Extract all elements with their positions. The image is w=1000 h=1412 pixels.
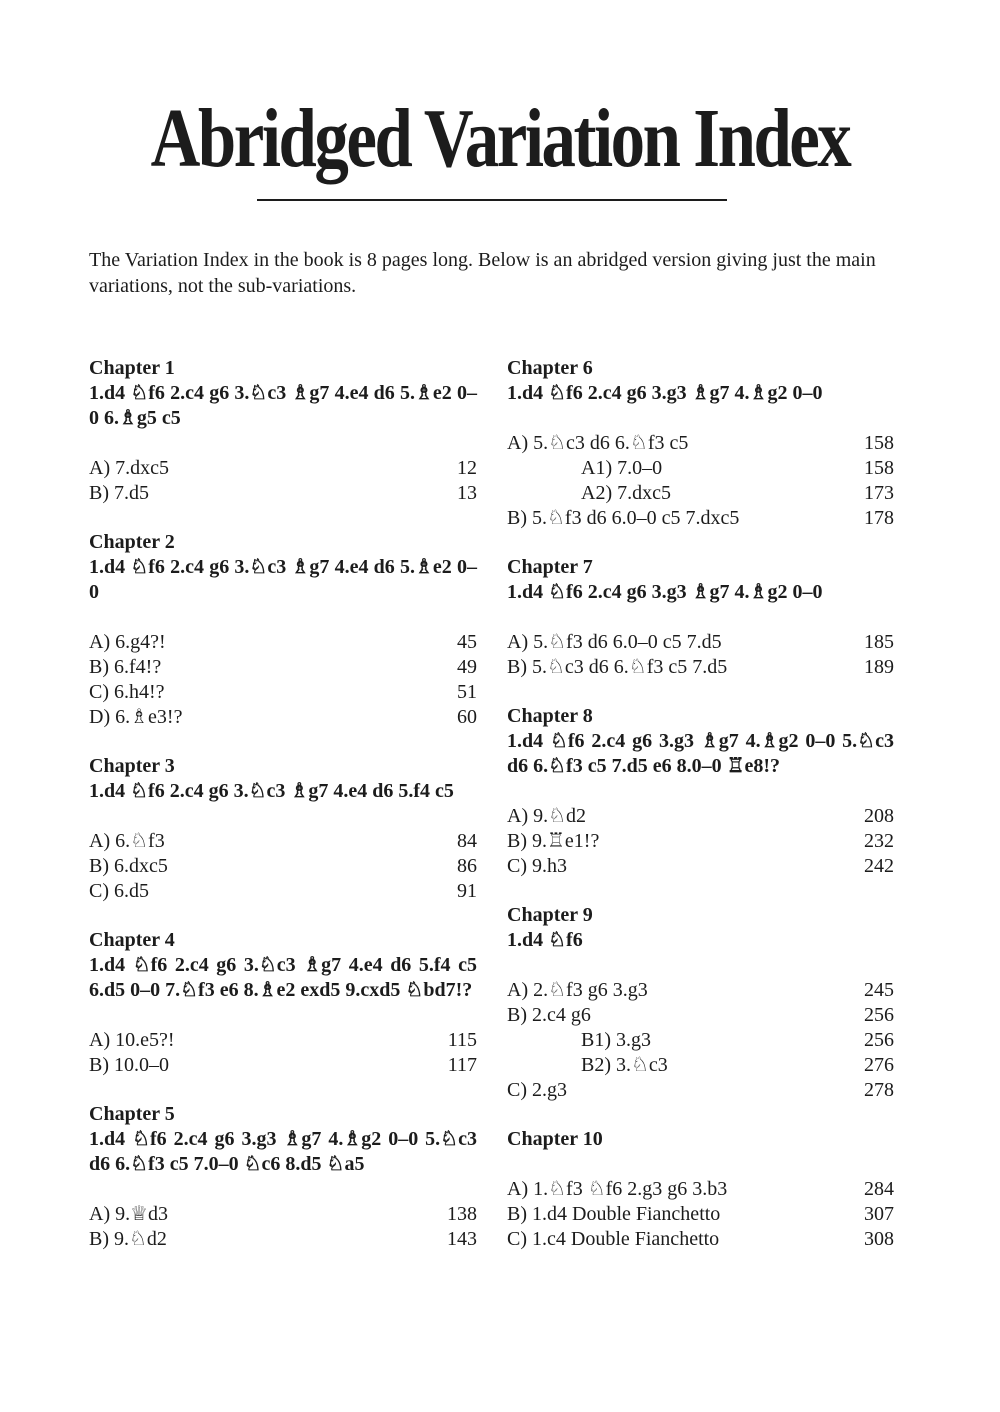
variation-row — [507, 506, 894, 531]
page-number: 138 — [447, 1203, 477, 1225]
chapter-main-line: 1.d4 ♘f6 — [507, 929, 583, 951]
variation-row — [89, 1053, 477, 1078]
variation-label: A) 6.g4?! — [89, 631, 166, 653]
variation-row — [89, 829, 477, 854]
chapter-title: Chapter 4 — [89, 929, 175, 951]
variation-list — [507, 978, 894, 1103]
variation-row — [89, 655, 477, 680]
variation-label: B) 10.0–0 — [89, 1054, 169, 1076]
variation-row — [89, 680, 477, 705]
variation-row — [507, 1078, 894, 1103]
page-number: 13 — [457, 482, 477, 504]
variation-row — [507, 1003, 894, 1028]
chapter-main-line: 1.d4 ♘f6 2.c4 g6 3.♘c3 ♗g7 4.e4 d6 5.f4 c5 6.d5 0–0 7.♘f3 e6 8.♗e2 exd5 9.cxd5 ♘bd7!? — [89, 954, 477, 1001]
page-number: 158 — [864, 457, 894, 479]
chapter-block — [89, 530, 477, 730]
variation-label: D) 6.♗e3!? — [89, 706, 183, 728]
chapter-block — [507, 1127, 894, 1252]
variation-row — [507, 1202, 894, 1227]
variation-label: A) 2.♘f3 g6 3.g3 — [507, 979, 648, 1001]
variation-label: A) 7.dxc5 — [89, 457, 169, 479]
page-number: 307 — [864, 1203, 894, 1225]
variation-row — [507, 1177, 894, 1202]
variation-row — [89, 481, 477, 506]
variation-label: B) 5.♘f3 d6 6.0–0 c5 7.dxc5 — [507, 507, 740, 529]
chapter-title: Chapter 2 — [89, 531, 175, 553]
variation-list — [507, 804, 894, 879]
variation-row — [89, 1202, 477, 1227]
variation-row — [89, 705, 477, 730]
chapter-block — [89, 1102, 477, 1252]
page-number: 117 — [447, 1054, 477, 1076]
page-number: 284 — [864, 1178, 894, 1200]
variation-label: A) 10.e5?! — [89, 1029, 175, 1051]
variation-label: A) 6.♘f3 — [89, 830, 165, 852]
page-number: 60 — [457, 706, 477, 728]
variation-row — [89, 456, 477, 481]
variation-list — [507, 1177, 894, 1252]
variation-label: C) 6.h4!? — [89, 681, 165, 703]
variation-label: B1) 3.g3 — [581, 1029, 651, 1051]
variation-label: B) 7.d5 — [89, 482, 149, 504]
chapter-main-line: 1.d4 ♘f6 2.c4 g6 3.g3 ♗g7 4.♗g2 0–0 5.♘c3 d6 6.♘f3 c5 7.d5 e6 8.0–0 ♖e8!? — [507, 730, 894, 777]
chapter-main-line: 1.d4 ♘f6 2.c4 g6 3.♘c3 ♗g7 4.e4 d6 5.♗e2 0–0 — [89, 556, 477, 603]
variation-row — [89, 1227, 477, 1252]
page-number: 91 — [457, 880, 477, 902]
variation-row — [507, 431, 894, 456]
chapter-title: Chapter 5 — [89, 1103, 175, 1125]
page-number: 143 — [447, 1228, 477, 1250]
chapter-main-line: 1.d4 ♘f6 2.c4 g6 3.♘c3 ♗g7 4.e4 d6 5.f4 c5 — [89, 780, 454, 802]
chapter-block — [507, 356, 894, 531]
page-number: 49 — [457, 656, 477, 678]
chapter-title: Chapter 1 — [89, 357, 175, 379]
chapter-title: Chapter 8 — [507, 705, 593, 727]
variation-list — [89, 1202, 477, 1252]
chapter-title: Chapter 3 — [89, 755, 175, 777]
variation-label: A2) 7.dxc5 — [581, 482, 671, 504]
variation-row — [507, 804, 894, 829]
chapter-title: Chapter 6 — [507, 357, 593, 379]
page-number: 185 — [864, 631, 894, 653]
variation-label: B) 2.c4 g6 — [507, 1004, 591, 1026]
variation-row — [89, 879, 477, 904]
variation-label: B) 9.♖e1!? — [507, 830, 600, 852]
chapter-main-line: 1.d4 ♘f6 2.c4 g6 3.g3 ♗g7 4.♗g2 0–0 5.♘c3 d6 6.♘f3 c5 7.0–0 ♘c6 8.d5 ♘a5 — [89, 1128, 477, 1175]
page-number: 256 — [864, 1004, 894, 1026]
variation-row — [507, 854, 894, 879]
variation-label: A) 5.♘c3 d6 6.♘f3 c5 — [507, 432, 689, 454]
chapter-block — [89, 928, 477, 1078]
variation-row — [89, 854, 477, 879]
page-number: 308 — [864, 1228, 894, 1250]
variation-label: A1) 7.0–0 — [581, 457, 663, 479]
chapter-block — [507, 555, 894, 680]
page-number: 86 — [457, 855, 477, 877]
variation-label: C) 2.g3 — [507, 1079, 567, 1101]
sub-variation-row — [507, 1028, 894, 1053]
page-number: 12 — [457, 457, 477, 479]
page-number: 276 — [864, 1054, 894, 1076]
variation-row — [507, 829, 894, 854]
variation-label: B) 6.f4!? — [89, 656, 162, 678]
page-title: Abridged Variation Index — [150, 92, 850, 185]
variation-label: A) 9.♘d2 — [507, 805, 587, 827]
chapter-main-line: 1.d4 ♘f6 2.c4 g6 3.♘c3 ♗g7 4.e4 d6 5.♗e2 0–0 6.♗g5 c5 — [89, 382, 477, 429]
right-column — [507, 356, 894, 1276]
page-number: 242 — [864, 855, 894, 877]
variation-label: B) 6.dxc5 — [89, 855, 168, 877]
page-number: 84 — [457, 830, 477, 852]
variation-label: C) 6.d5 — [89, 880, 149, 902]
page-number: 232 — [864, 830, 894, 852]
page-number: 178 — [864, 507, 894, 529]
sub-variation-row — [507, 1053, 894, 1078]
intro-paragraph: The Variation Index in the book is 8 pages long. Below is an abridged version giving just the main variations, not the sub-variations. — [89, 249, 876, 297]
chapter-title: Chapter 10 — [507, 1128, 603, 1150]
page-number: 245 — [864, 979, 894, 1001]
variation-list — [89, 1028, 477, 1078]
chapter-block — [507, 903, 894, 1103]
page-number: 158 — [864, 432, 894, 454]
variation-label: B) 5.♘c3 d6 6.♘f3 c5 7.d5 — [507, 656, 728, 678]
page-number: 51 — [457, 681, 477, 703]
variation-row — [507, 978, 894, 1003]
variation-row — [89, 630, 477, 655]
variation-label: B) 1.d4 Double Fianchetto — [507, 1203, 721, 1225]
variation-label: A) 1.♘f3 ♘f6 2.g3 g6 3.b3 — [507, 1178, 728, 1200]
variation-list — [507, 431, 894, 531]
chapter-main-line: 1.d4 ♘f6 2.c4 g6 3.g3 ♗g7 4.♗g2 0–0 — [507, 581, 823, 603]
chapter-main-line: 1.d4 ♘f6 2.c4 g6 3.g3 ♗g7 4.♗g2 0–0 — [507, 382, 823, 404]
variation-row — [507, 655, 894, 680]
page-number: 189 — [864, 656, 894, 678]
variation-label: C) 9.h3 — [507, 855, 567, 877]
page-number: 173 — [864, 482, 894, 504]
sub-variation-row — [507, 456, 894, 481]
variation-label: C) 1.c4 Double Fianchetto — [507, 1228, 720, 1250]
variation-label: A) 5.♘f3 d6 6.0–0 c5 7.d5 — [507, 631, 722, 653]
chapter-block — [507, 704, 894, 879]
variation-label: A) 9.♕d3 — [89, 1203, 169, 1225]
sub-variation-row — [507, 481, 894, 506]
variation-row — [89, 1028, 477, 1053]
variation-label: B) 9.♘d2 — [89, 1228, 167, 1250]
variation-row — [507, 630, 894, 655]
variation-label: B2) 3.♘c3 — [581, 1054, 668, 1076]
chapter-title: Chapter 9 — [507, 904, 593, 926]
page-number: 256 — [864, 1029, 894, 1051]
page-number: 208 — [864, 805, 894, 827]
left-column — [89, 356, 477, 1276]
chapter-block — [89, 356, 477, 506]
variation-list — [89, 456, 477, 506]
chapter-title: Chapter 7 — [507, 556, 593, 578]
chapter-block — [89, 754, 477, 904]
variation-row — [507, 1227, 894, 1252]
page-number: 278 — [864, 1079, 894, 1101]
variation-list — [507, 630, 894, 680]
title-underline — [257, 199, 727, 201]
variation-list — [89, 829, 477, 904]
variation-list — [89, 630, 477, 730]
page-number: 45 — [457, 631, 477, 653]
page-number: 115 — [447, 1029, 477, 1051]
